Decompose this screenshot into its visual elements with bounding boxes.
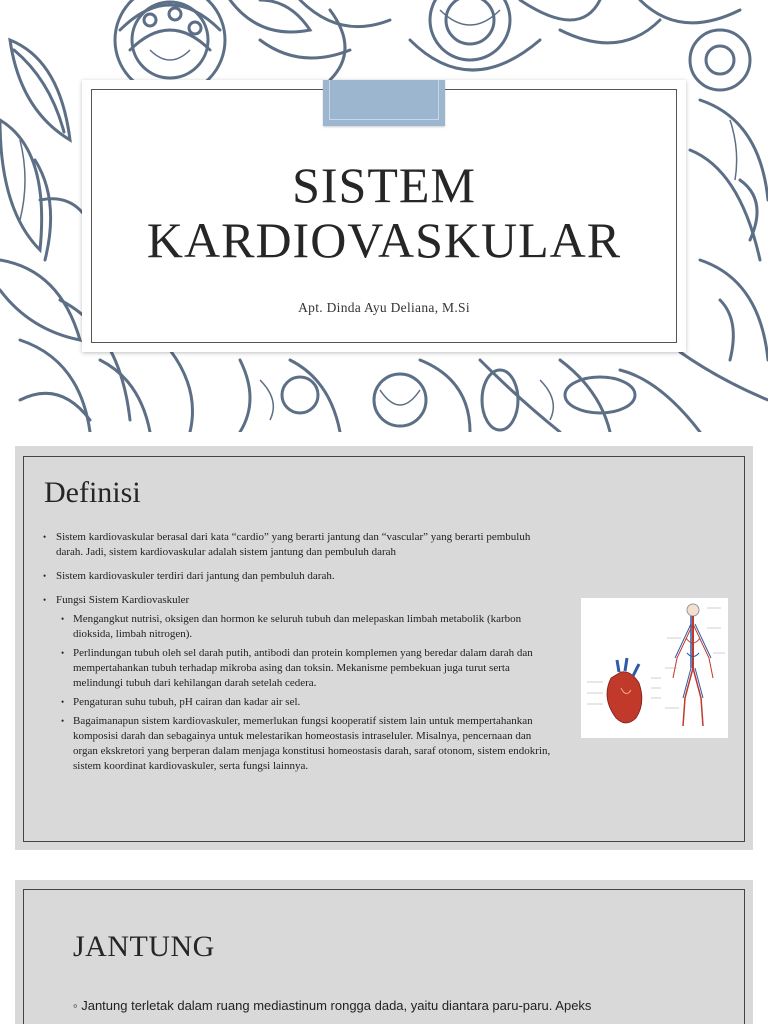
slide-title: Definisi: [44, 476, 141, 509]
jantung-slide: [15, 880, 753, 1024]
bullet-item: • Sistem kardiovaskuler terdiri dari jantung dan pembuluh darah.: [43, 569, 553, 584]
bullet-list: [43, 530, 553, 778]
sub-bullet-item: • Perlindungan tubuh oleh sel darah putih, antibodi dan protein komplemen yang beredar dalam darah dan mempertahankan tubuh terhadap mikroba asing dan toksin. Mekanisme pembekuan juga turut serta melindungi tubuh dari kehilangan darah setelah cedera.: [43, 646, 553, 691]
title-line-2: KARDIOVASKULAR: [146, 212, 622, 268]
presentation-title: [82, 158, 686, 268]
title-line-1: SISTEM: [292, 157, 476, 213]
title-slide: [0, 0, 768, 432]
slide-title: JANTUNG: [73, 930, 215, 963]
sub-bullet-item: • Mengangkut nutrisi, oksigen dan hormon ke seluruh tubuh dan melepaskan limbah metabolik (karbon dioksida, limbah nitrogen).: [43, 612, 553, 642]
accent-tab: [323, 80, 445, 126]
sub-bullet-item: • Bagaimanapun sistem kardiovaskuler, memerlukan fungsi kooperatif sistem lain untuk mempertahankan komposisi darah dan sebagainya untuk melestarikan homeostasis intraseluler. Misalnya, pencernaan dan organ ekskretori yang berperan dalam menjaga konstitusi homeostasis darah, saraf otonom, sistem endokrin, sistem koordinat kardiovaskuler, serta fungsi lainnya.: [43, 714, 553, 774]
sub-bullet-item: • Pengaturan suhu tubuh, pH cairan dan kadar air sel.: [43, 695, 553, 710]
title-card: [82, 80, 686, 352]
bullet-item: • Fungsi Sistem Kardiovaskuler: [43, 593, 553, 608]
bullet-item: • Sistem kardiovaskular berasal dari kata “cardio” yang berarti jantung dan “vascular” yang berarti pembuluh darah. Jadi, sistem kardiovaskular adalah sistem jantung dan pembuluh darah: [43, 530, 553, 560]
cardiovascular-anatomy-image: [581, 598, 728, 738]
author-subtitle: Apt. Dinda Ayu Deliana, M.Si: [298, 300, 470, 315]
body-text: ◦ Jantung terletak dalam ruang mediastinum rongga dada, yaitu diantara paru-paru. Apeks: [73, 998, 592, 1013]
definisi-slide: [15, 446, 753, 850]
